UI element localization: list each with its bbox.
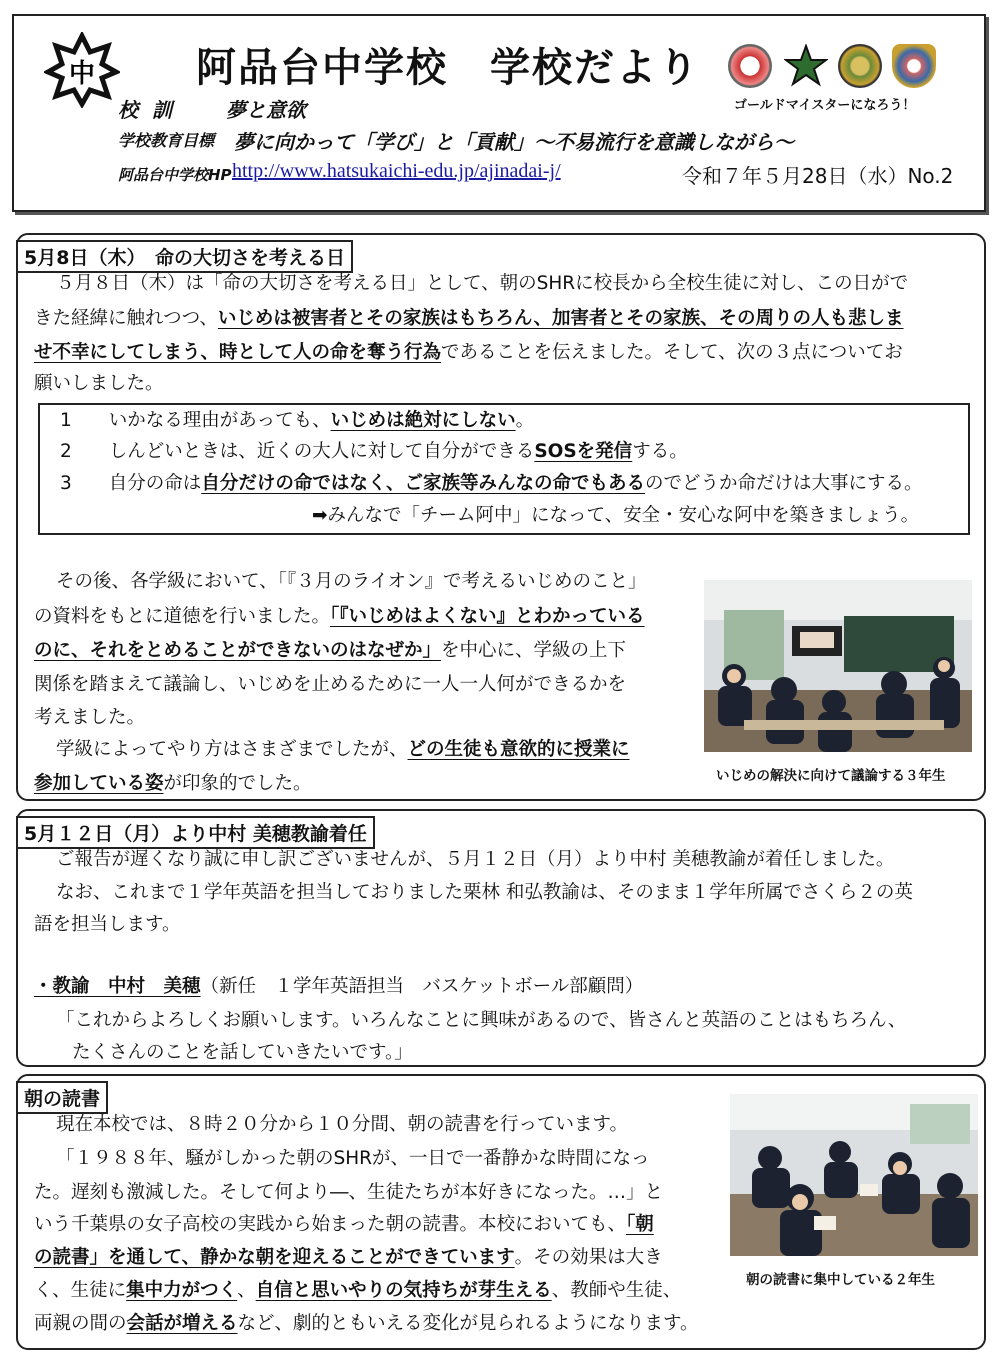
badge-star-icon [784,44,828,88]
text-line: のに、それをとめることができないのはなぜか」を中心に、学級の上下 [34,640,627,661]
text-line: 語を担当します。 [34,914,181,935]
gold-meister-text: ゴールドマイスターになろう！ [734,98,916,113]
text-line: 両親の間の会話が増えるなど、劇的ともいえる変化が見られるようになります。 [34,1313,699,1334]
badge-gold-icon [838,44,882,88]
photo-caption-1: いじめの解決に向けて議論する３年生 [716,768,946,784]
text-line: 願いしました。 [34,373,164,394]
hp-label: 阿品台中学校HP [118,166,232,184]
text-line: ご報告が遅くなり誠に申し訳ございませんが、５月１２日（月）より中村 美穂教諭が着任しました。 [56,849,895,870]
teacher-line: ・教諭 中村 美穂（新任 １学年英語担当 バスケットボール部顧問） [34,976,644,997]
badge-red-icon [728,44,772,88]
section3-title: 朝の読書 [16,1081,108,1114]
photo-caption-2: 朝の読書に集中している２年生 [746,1272,935,1288]
text-line: いう千葉県の女子高校の実践から始まった朝の読書。本校においても、「朝 [34,1214,654,1235]
motto: 夢と意欲 [226,98,306,122]
quote-line: 「これからよろしくお願いします。いろんなことに興味があるので、皆さんと英語のことはもちろん、 [56,1010,907,1031]
text-line: た。遅刻も激減した。そして何より―、生徒たちが本好きになった。…」と [34,1182,664,1203]
quote-line: たくさんのことを話していきたいです。」 [72,1042,413,1063]
text-line: ５月８日（木）は「命の大切さを考える日」として、朝のSHRに校長から全校生徒に対し、この日がで [56,273,909,294]
school-goal: 夢に向かって「学び」と「貢献」～不易流行を意識しながら～ [234,130,794,154]
text-line: 現在本校では、８時２０分から１０分間、朝の読書を行っています。 [56,1114,629,1135]
section2-title: 5月１２日（月）より中村 美穂教諭着任 [16,816,375,849]
text-line: その後、各学級において、「『３月のライオン』で考えるいじめのこと」 [56,571,647,592]
text-line: 考えました。 [34,707,146,728]
text-line: 関係を踏まえて議論し、いじめを止めるために一人一人何ができるかを [34,674,627,695]
hp-link[interactable]: http://www.hatsukaichi-edu.jp/ajinadai-j/ [232,160,561,182]
text-line: せ不幸にしてしまう、時として人の命を奪う行為であることを伝えました。そして、次の３点についてお [34,342,903,363]
arrow-text: ➡みんなで「チーム阿中」になって、安全・安心な阿中を築きましょう。 [312,505,920,526]
text-line: の読書」を通して、静かな朝を迎えることができています。その効果は大き [34,1247,663,1268]
school-crest-icon [44,32,120,108]
classroom-photo-2 [730,1094,978,1256]
motto-label: 校訓 [118,98,186,122]
classroom-photo-1 [704,580,972,752]
text-line: なお、これまで１学年英語を担当しておりました栗林 和弘教諭は、そのまま１学年所属でさくら２の英 [56,882,913,903]
list-item: 2 しんどいときは、近くの大人に対して自分ができるSOSを発信する。 [60,441,688,462]
text-line: の資料をもとに道徳を行いました。「『いじめはよくない』とわかっている [34,606,645,627]
issue-date: 令和７年５月28日（水）No.2 [682,164,954,188]
text-line: きた経緯に触れつつ、いじめは被害者とその家族はもちろん、加害者とその家族、その周りの人も悲しま [34,308,904,329]
text-line: 「１９８８年、騒がしかった朝のSHRが、一日で一番静かな時間になっ [56,1148,650,1169]
list-item: 3 自分の命は自分だけの命ではなく、ご家族等みんなの命でもあるのでどうか命だけは大事にする。 [60,473,923,494]
page-title: 阿品台中学校 学校だより [196,45,700,91]
svg-text:中: 中 [68,59,96,89]
badge-shield-icon [892,44,936,88]
list-item: 1 いかなる理由があっても、いじめは絶対にしない。 [60,410,535,431]
goal-label: 学校教育目標 [118,131,215,150]
text-line: 学級によってやり方はさまざまでしたが、どの生徒も意欲的に授業に [56,739,630,760]
text-line: く、生徒に集中力がつく、自信と思いやりの気持ちが芽生える、教師や生徒、 [34,1280,682,1301]
section1-title: 5月8日（木） 命の大切さを考える日 [16,240,353,273]
text-line: 参加している姿が印象的でした。 [34,773,312,794]
